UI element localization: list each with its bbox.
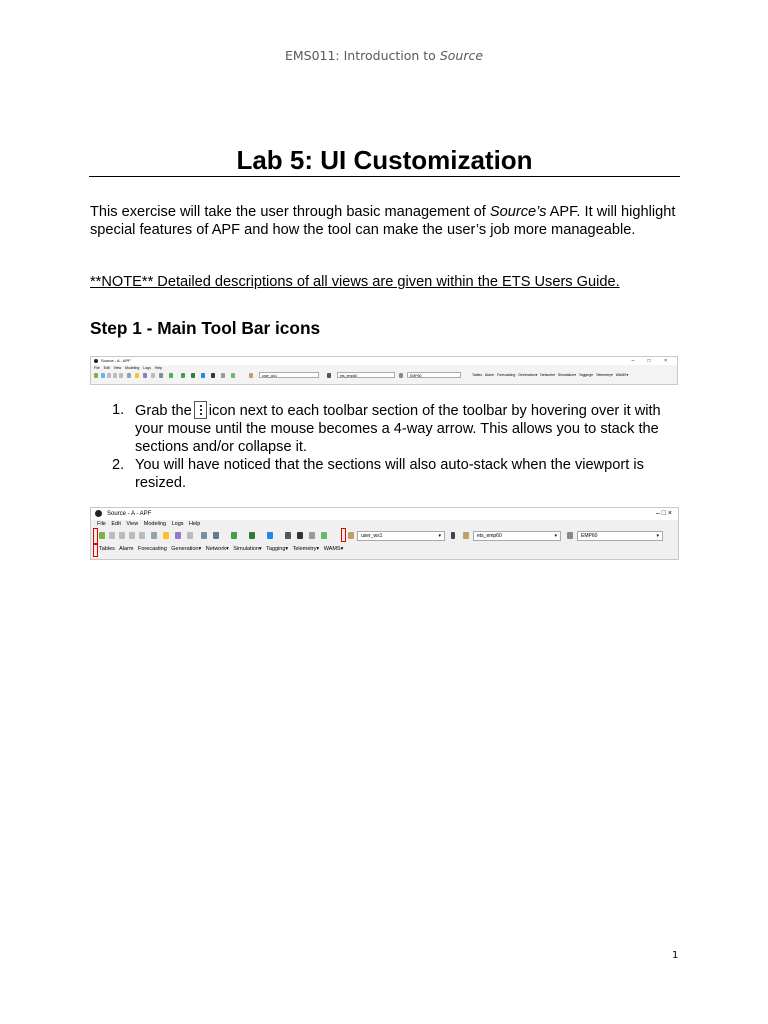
app-logo-icon bbox=[95, 510, 102, 517]
toolbar-icon bbox=[151, 532, 157, 539]
intro-product-name: Source’s bbox=[489, 204, 547, 220]
toolbar-icon bbox=[567, 532, 573, 539]
grip-handle-icon bbox=[194, 401, 207, 419]
toolbar-icon bbox=[231, 373, 235, 378]
list-number: 2. bbox=[112, 457, 125, 473]
chevron-down-icon: ▾ bbox=[554, 533, 557, 539]
ets-combo[interactable]: ets_emp60 bbox=[337, 372, 395, 378]
toolbar-screenshot-wide bbox=[90, 356, 678, 385]
emp-combo[interactable] bbox=[577, 531, 663, 541]
screenshot-window-title: Source - A - APF bbox=[107, 511, 152, 517]
user-combo-value: user_ws1 bbox=[361, 533, 383, 539]
search-icon bbox=[159, 373, 163, 378]
user-combo[interactable]: user_ws1 bbox=[259, 372, 319, 378]
toolbar-icon bbox=[187, 532, 193, 539]
screenshot-title-bar bbox=[91, 357, 677, 365]
emp-combo[interactable]: EMP60 bbox=[407, 372, 461, 378]
folder-icon bbox=[163, 532, 169, 539]
screenshot-menu-bar: File Edit View Modeling Logs Help bbox=[94, 366, 163, 370]
toolbar-screenshot-stacked bbox=[90, 507, 679, 560]
intro-text-a: This exercise will take the user through basic management of bbox=[90, 204, 490, 220]
page-title: Lab 5: UI Customization bbox=[236, 145, 533, 175]
toolbar-icon bbox=[151, 373, 155, 378]
toolbar-icon bbox=[113, 373, 117, 378]
toolbar-icon bbox=[321, 532, 327, 539]
page-header bbox=[0, 48, 768, 63]
screenshot-nav-links: Tables Alarm Forecasting Generation▾ Network▾ Simulation▾ Tagging▾ Telemetry▾ WAMS▾ bbox=[99, 546, 344, 552]
list-text: Grab the bbox=[135, 403, 192, 419]
title-underline bbox=[89, 176, 680, 177]
toolbar-icon bbox=[107, 373, 111, 378]
list-item bbox=[112, 456, 672, 492]
toolbar-icon bbox=[399, 373, 403, 378]
screenshot-window-title: Source - A - APF bbox=[101, 358, 131, 363]
list-text: icon next to each toolbar section of the toolbar by hovering over it with your mouse until the mouse becomes a 4-way arrow. This allows you to stack the sections and/or collapse it. bbox=[135, 403, 661, 455]
toolbar-icon bbox=[169, 373, 173, 378]
chevron-down-icon: ▾ bbox=[656, 533, 659, 539]
page-number: 1 bbox=[672, 950, 679, 961]
list-text: You will have noticed that the sections will also auto-stack when the viewport is resized. bbox=[135, 457, 644, 491]
screenshot-menu-bar: File Edit View Modeling Logs Help bbox=[97, 521, 201, 527]
window-controls: – □ × bbox=[655, 510, 672, 517]
toolbar-icon bbox=[175, 532, 181, 539]
window-controls: – □ × bbox=[631, 358, 673, 364]
toolbar-icon bbox=[99, 532, 105, 539]
toolbar-icon bbox=[129, 532, 135, 539]
header-product: Source bbox=[439, 48, 484, 63]
step1-heading: Step 1 - Main Tool Bar icons bbox=[90, 318, 321, 338]
intro-paragraph bbox=[90, 203, 680, 239]
note-text: **NOTE** Detailed descriptions of all views are given within the ETS Users Guide. bbox=[90, 274, 620, 290]
grip-highlight-marker bbox=[93, 544, 98, 557]
toolbar-icon bbox=[309, 532, 315, 539]
screenshot-title-bar bbox=[91, 508, 678, 520]
toolbar-icon bbox=[267, 532, 273, 539]
emp-combo-value: EMP60 bbox=[581, 533, 598, 539]
ets-combo[interactable] bbox=[473, 531, 561, 541]
ets-icon bbox=[463, 532, 469, 539]
header-course: EMS011: Introduction to bbox=[284, 48, 440, 63]
toolbar-icon bbox=[231, 532, 237, 539]
list-item bbox=[112, 401, 672, 456]
search-icon bbox=[201, 532, 207, 539]
toolbar-icon bbox=[94, 373, 98, 378]
grip-highlight-marker bbox=[341, 528, 346, 542]
toolbar-icon bbox=[211, 373, 215, 378]
user-icon bbox=[249, 373, 253, 378]
ets-combo-value: ets_emp60 bbox=[477, 533, 502, 539]
grip-highlight-marker bbox=[93, 528, 98, 544]
toolbar-icon bbox=[181, 373, 185, 378]
toolbar-icon bbox=[297, 532, 303, 539]
screenshot-toolbar-row bbox=[91, 371, 677, 381]
toolbar-icon bbox=[109, 532, 115, 539]
intro-text-b: APF. It will highlight special features of APF and how the tool can make the user’s job more manageable. bbox=[90, 204, 676, 238]
list-number: 1. bbox=[112, 402, 125, 418]
folder-icon bbox=[135, 373, 139, 378]
toolbar-icon bbox=[213, 532, 219, 539]
user-combo[interactable] bbox=[357, 531, 445, 541]
toolbar-icon bbox=[191, 373, 195, 378]
chevron-down-icon: ▾ bbox=[438, 533, 441, 539]
screenshot-nav-links: Tables Alarm Forecasting Generation▾ Network▾ Simulation▾ Tagging▾ Telemetry▾ WAMS▾ bbox=[472, 373, 629, 377]
app-logo-icon bbox=[94, 359, 98, 363]
screenshot-toolbar-row bbox=[91, 529, 678, 543]
step1-list bbox=[112, 401, 672, 492]
toolbar-icon bbox=[249, 532, 255, 539]
toolbar-icon bbox=[285, 532, 291, 539]
toolbar-icon bbox=[127, 373, 131, 378]
toolbar-icon bbox=[143, 373, 147, 378]
toolbar-icon bbox=[327, 373, 331, 378]
toolbar-icon bbox=[119, 373, 123, 378]
toolbar-icon bbox=[139, 532, 145, 539]
toolbar-icon bbox=[201, 373, 205, 378]
toolbar-icon bbox=[221, 373, 225, 378]
user-icon bbox=[348, 532, 354, 539]
toolbar-icon bbox=[119, 532, 125, 539]
toolbar-icon bbox=[101, 373, 105, 378]
toolbar-icon bbox=[451, 532, 455, 539]
